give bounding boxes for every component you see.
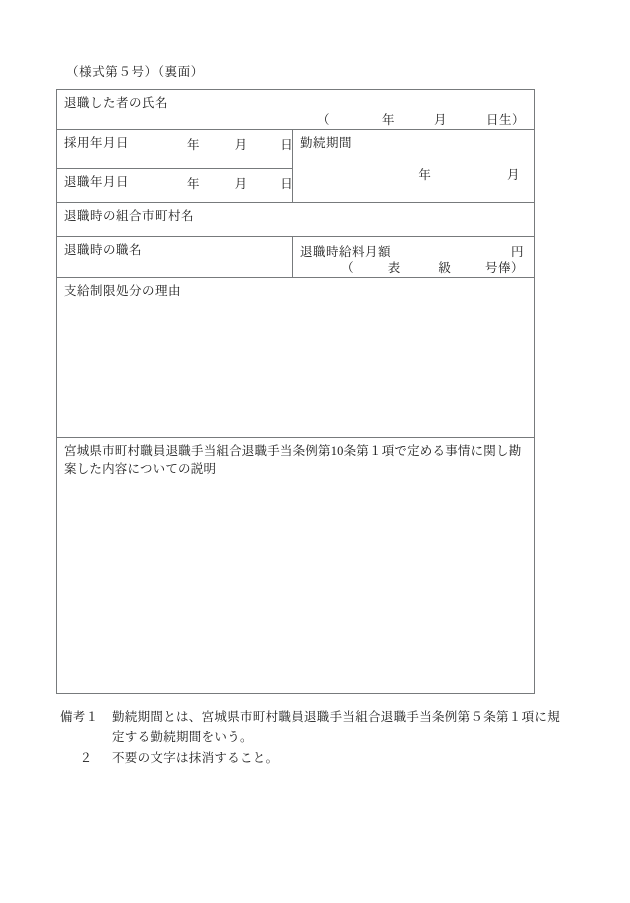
label-explanation: 宮城県市町村職員退職手当組合退職手当条例第10条第１項で定める事情に関し勘案した内容についての説明 [64,444,522,477]
birth-date-entry: （ 年 月 日生） [317,112,526,127]
table-row-hire-date [57,129,535,168]
salary-unit-yen: 円 [511,244,525,259]
label-retiree-name: 退職した者の氏名 [64,96,169,110]
label-restriction-reason: 支給制限処分の理由 [64,284,182,299]
table-row-explanation [57,438,535,694]
cell-retiree-name[interactable] [57,90,535,130]
cell-position-title[interactable] [57,236,293,278]
remarks-section [60,707,580,768]
retire-date-year-marker: 年 [187,176,201,191]
table-row-municipality [57,202,535,236]
remarks-label: 備考１ [60,710,99,724]
table-row-position-salary [57,236,535,278]
cell-tenure-period[interactable] [293,129,535,202]
retirement-allowance-form-table [56,89,535,694]
hire-date-marks [187,135,300,153]
remark-item-2 [60,748,580,768]
label-municipality: 退職時の組合市町村名 [64,208,195,223]
table-row-name [57,90,535,130]
cell-hire-date[interactable] [57,129,293,168]
retire-date-month-marker: 月 [234,176,248,191]
tenure-month-marker: 月 [507,167,521,182]
tenure-year-marker: 年 [418,167,432,182]
cell-retire-date[interactable] [57,168,293,202]
remark-1-text-line-1: 勤続期間とは、宮城県市町村職員退職手当組合退職手当条例第５条第１項に規 [112,710,561,724]
cell-restriction-reason[interactable] [57,278,535,438]
label-position-title: 退職時の職名 [64,242,143,257]
retire-date-marks [187,174,300,192]
hire-date-month-marker: 月 [234,137,248,152]
salary-grade-marker: 級 [438,260,452,275]
salary-table-marker: 表 [387,260,401,275]
hire-date-year-marker: 年 [187,137,201,152]
tenure-period-marks [300,165,534,183]
salary-step-marker: 号俸） [485,260,525,275]
label-salary-amount: 退職時給料月額 [300,244,392,259]
cell-salary-amount[interactable] [293,236,535,278]
remark-1-text-line-2: 定する勤続期間をいう。 [112,730,253,745]
remark-2-number: ２ [79,750,93,765]
cell-municipality[interactable] [57,202,535,236]
salary-grade-entry [300,260,534,278]
label-hire-date: 採用年月日 [64,135,130,150]
table-row-restriction-reason [57,278,535,438]
label-tenure-period: 勤続期間 [300,135,353,150]
remark-item-1-line-2 [60,727,580,747]
remark-item-1-line-1 [60,707,580,727]
cell-explanation[interactable] [57,438,535,694]
remark-2-text: 不要の文字は抹消すること。 [112,750,279,765]
hire-date-day-marker: 日 [280,137,294,152]
retire-date-day-marker: 日 [280,176,294,191]
salary-paren-open: （ [341,260,355,275]
label-retire-date: 退職年月日 [64,174,130,189]
page-title: （様式第５号）（裏面） [66,65,204,79]
